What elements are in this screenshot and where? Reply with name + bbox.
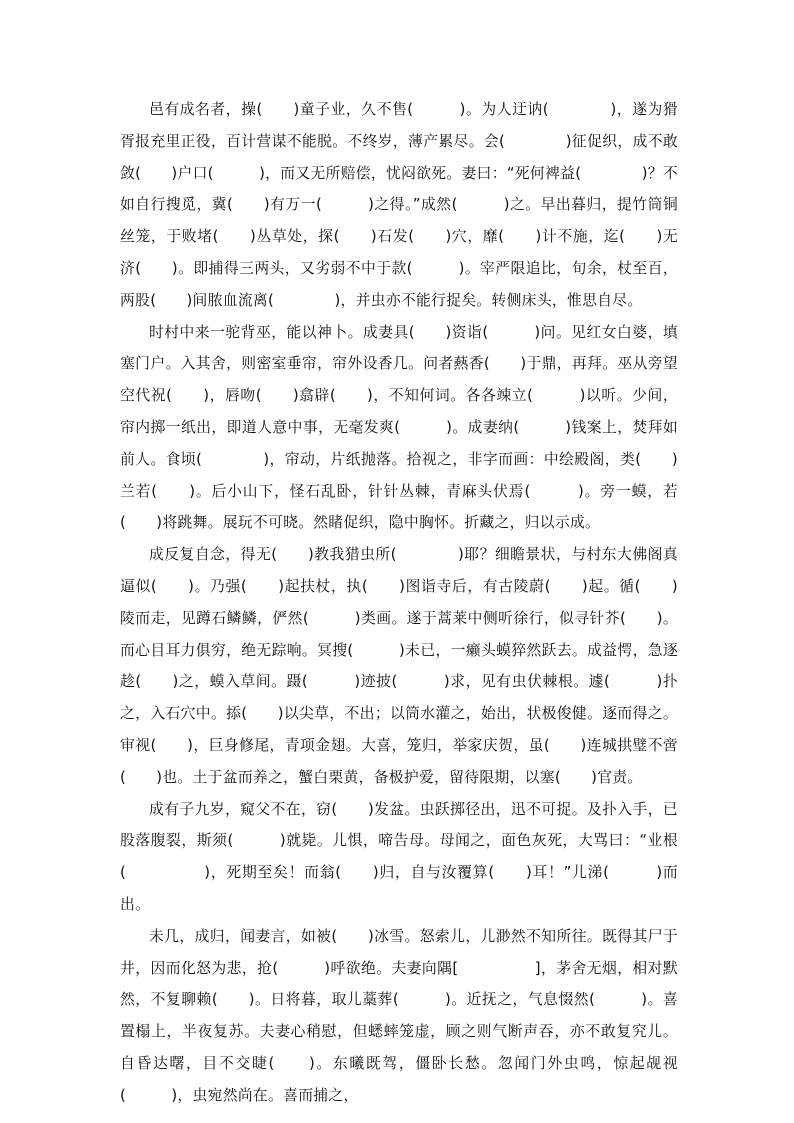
paragraph-5: 未几，成归，闻妻言，如被( )冰雪。怒索儿，儿渺然不知所往。既得其尸于井，因而化怒为悲，抢( )呼欲绝。夫妻向隅[ ]，茅舍无烟，相对默然，不复聊赖( )。日将暮，取儿藁葬( )。近抚之，气息惙然( )。喜置榻上，半夜复苏。夫妻心稍慰，但蟋蟀笼虚，顾之则气断声吞，亦不敢复究儿。自昏达曙，目不交睫( )。东曦既驾，僵卧长愁。忽闻门外虫鸣，惊起觇视( )，虫宛然尚在。喜而捕之，: [120, 927, 678, 1104]
paragraph-4: 成有子九岁，窥父不在，窃( )发盆。虫跃掷径出，迅不可捉。及扑入手，已股落腹裂，斯须( )就毙。儿惧，啼告母。母闻之，面色灰死，大骂曰：“业根( )，死期至矣！而翁( )归，自与汝覆算( )耳！”儿涕( )而出。: [120, 800, 678, 913]
document-page: [120, 94, 678, 1112]
paragraph-1: 邑有成名者，操( )童子业，久不售( )。为人迂讷( )，遂为猾胥报充里正役，百计营谋不能脱。不终岁，薄产累尽。会( )征促织，成不敢敛( )户口( )，而又无所赔偿，忧闷欲死。妻曰：“死何裨益( )？不如自行搜觅，冀( )有万一( )之得。”成然( )之。早出暮归，提竹筒铜丝笼，于败堵( )丛草处，探( )石发( )穴，靡( )计不施，迄( )无济( )。即捕得三两头，又劣弱不中于款( )。宰严限追比，旬余，杖至百，两股( )间脓血流离( )，并虫亦不能行捉矣。转侧床头，惟思自尽。: [120, 101, 678, 309]
paragraph-3: 成反复自念，得无( )教我猎虫所( )耶？细瞻景状，与村东大佛阁真逼似( )。乃强( )起扶杖，执( )图诣寺后，有古陵蔚( )起。循( )陵而走，见蹲石鳞鳞，俨然( )类画。遂于蒿莱中侧听徐行，似寻针芥( )。而心目耳力俱穷，绝无踪响。冥搜( )未已，一癞头蟆猝然跃去。成益愕，急逐趁( )之，蟆入草间。蹑( )迹披( )求，见有虫伏棘根。遽( )扑之，入石穴中。掭( )以尖草，不出；以筒水灌之，始出，状极俊健。逐而得之。审视( )，巨身修尾，青项金翅。大喜，笼归，举家庆贺，虽( )连城拱璧不啻( )也。土于盆而养之，蟹白栗黄，备极护爱，留待限期，以塞( )官责。: [120, 546, 678, 786]
paragraph-2: 时村中来一驼背巫，能以神卜。成妻具( )资诣( )问。见红女白婆，填塞门户。入其舍，则密室垂帘，帘外设香几。问者爇香( )于鼎，再拜。巫从旁望空代祝( )，唇吻( )翕辟( )，不知何词。各各竦立( )以听。少间，帘内掷一纸出，即道人意中事，无毫发爽( )。成妻纳( )钱案上，焚拜如前人。食顷( )，帘动，片纸抛落。拾视之，非字而画：中绘殿阁，类( )兰若( )。后小山下，怪石乱卧，针针丛棘，青麻头伏焉( )。旁一蟆，若( )将跳舞。展玩不可晓。然睹促织，隐中胸怀。折藏之，归以示成。: [120, 323, 678, 532]
